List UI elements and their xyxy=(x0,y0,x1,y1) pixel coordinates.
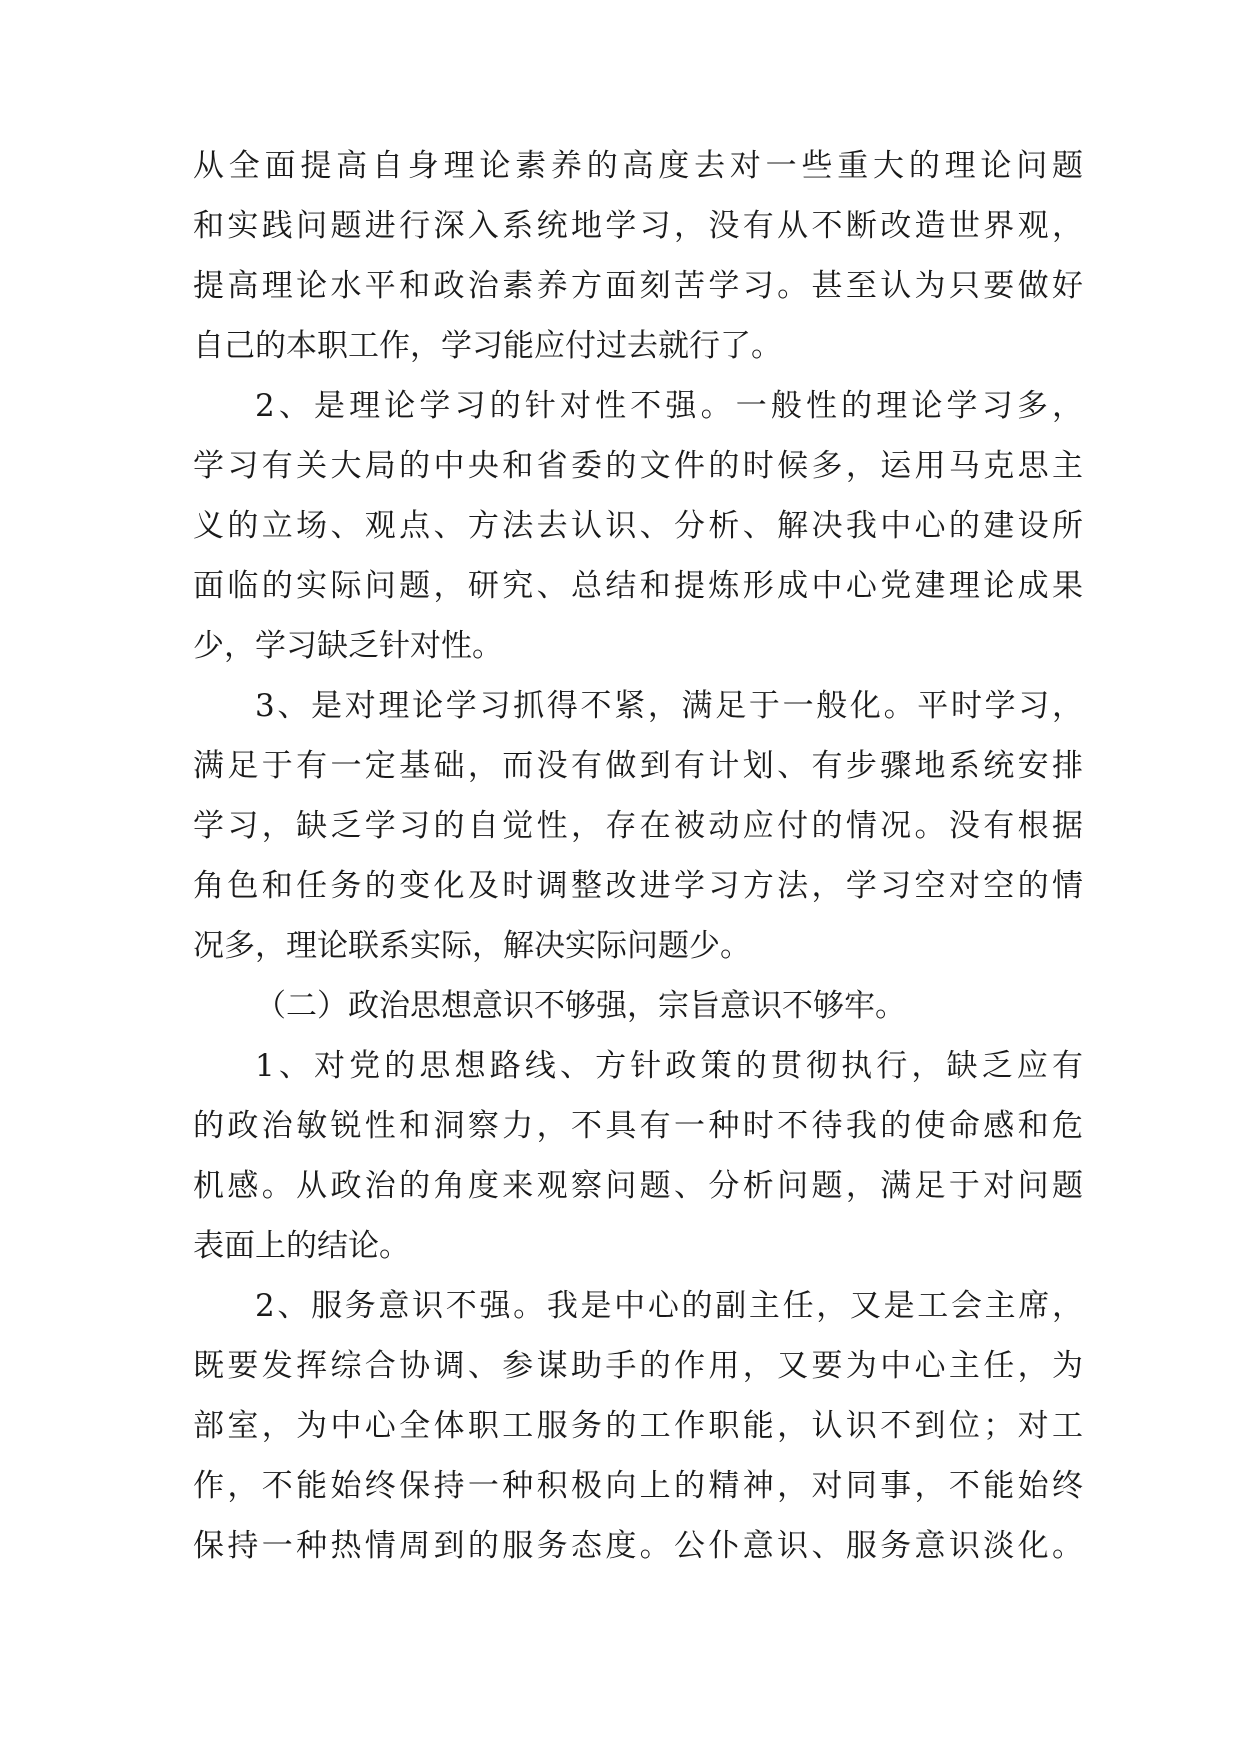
text-line: 部室，为中心全体职工服务的工作职能，认识不到位；对工 xyxy=(193,1408,1083,1444)
text-line: 提高理论水平和政治素养方面刻苦学习。甚至认为只要做好 xyxy=(193,268,1083,304)
text-line: 学习，缺乏学习的自觉性，存在被动应付的情况。没有根据 xyxy=(193,808,1083,844)
text-line: 的政治敏锐性和洞察力，不具有一种时不待我的使命感和危 xyxy=(193,1108,1083,1144)
text-line: 面临的实际问题，研究、总结和提炼形成中心党建理论成果 xyxy=(193,568,1083,604)
text-line: 况多，理论联系实际，解决实际问题少。 xyxy=(193,928,751,964)
text-line: 既要发挥综合协调、参谋助手的作用，又要为中心主任，为 xyxy=(193,1348,1083,1384)
text-line: 义的立场、观点、方法去认识、分析、解决我中心的建设所 xyxy=(193,508,1083,544)
text-line: 自己的本职工作，学习能应付过去就行了。 xyxy=(193,328,782,364)
paragraph-first-line: 1、对党的思想路线、方针政策的贯彻执行，缺乏应有 xyxy=(255,1048,1083,1084)
text-line: 作，不能始终保持一种积极向上的精神，对同事，不能始终 xyxy=(193,1468,1083,1504)
text-line: 和实践问题进行深入系统地学习，没有从不断改造世界观， xyxy=(193,208,1083,244)
text-line: 表面上的结论。 xyxy=(193,1228,410,1264)
paragraph-first-line: 2、服务意识不强。我是中心的副主任，又是工会主席， xyxy=(255,1288,1083,1324)
section-heading: （二）政治思想意识不够强，宗旨意识不够牢。 xyxy=(255,988,906,1024)
text-line: 角色和任务的变化及时调整改进学习方法，学习空对空的情 xyxy=(193,868,1083,904)
text-line: 机感。从政治的角度来观察问题、分析问题，满足于对问题 xyxy=(193,1168,1083,1204)
paragraph-first-line: 3、是对理论学习抓得不紧，满足于一般化。平时学习， xyxy=(255,688,1083,724)
text-line: 保持一种热情周到的服务态度。公仆意识、服务意识淡化。 xyxy=(193,1528,1083,1564)
text-line: 少，学习缺乏针对性。 xyxy=(193,628,503,664)
text-line: 学习有关大局的中央和省委的文件的时候多，运用马克思主 xyxy=(193,448,1083,484)
paragraph-first-line: 2、是理论学习的针对性不强。一般性的理论学习多， xyxy=(255,388,1083,424)
text-line: 从全面提高自身理论素养的高度去对一些重大的理论问题 xyxy=(193,148,1083,184)
text-line: 满足于有一定基础，而没有做到有计划、有步骤地系统安排 xyxy=(193,748,1083,784)
